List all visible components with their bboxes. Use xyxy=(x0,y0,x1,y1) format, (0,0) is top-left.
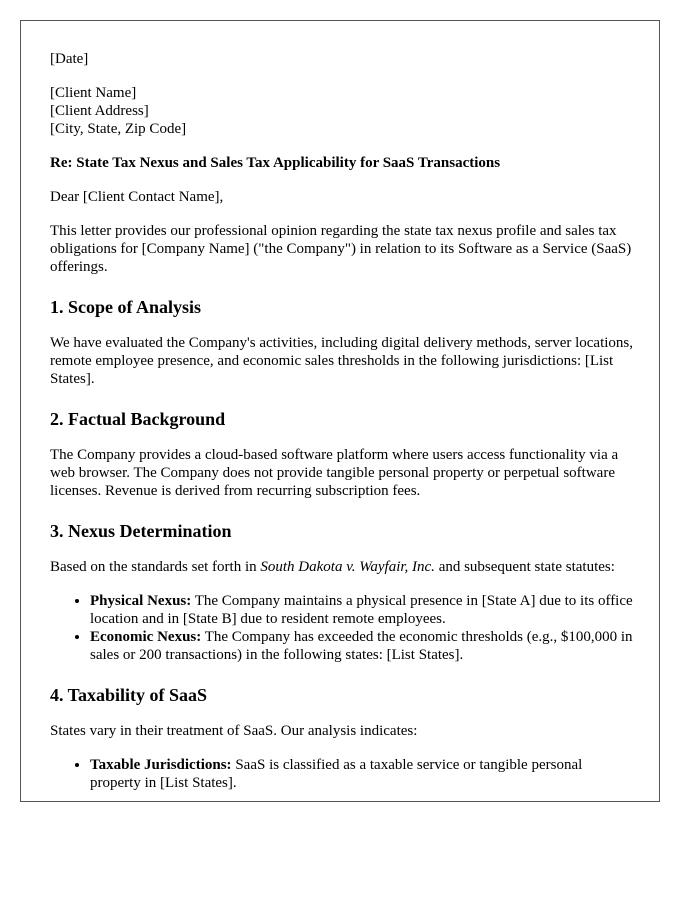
client-city-state-zip: [City, State, Zip Code] xyxy=(50,121,187,137)
section-heading-nexus: 3. Nexus Determination xyxy=(50,521,232,541)
nexus-list xyxy=(50,592,635,664)
client-name: [Client Name] xyxy=(50,85,137,101)
list-item-text: SaaS is classified as a taxable service or tangible personal property in [List States]. xyxy=(90,757,583,791)
letter-page xyxy=(20,20,660,802)
section-heading-background: 2. Factual Background xyxy=(50,409,226,429)
letter-content xyxy=(50,50,635,802)
list-item-label: Physical Nexus: xyxy=(90,593,192,609)
letter-intro: This letter provides our professional opinion regarding the state tax nexus profile and sales tax obligations for [Company Name] ("the Company") in relation to its Software as a Service (SaaS) offerings. xyxy=(50,223,632,275)
nexus-intro-after: and subsequent state statutes: xyxy=(434,559,615,575)
section-heading-taxability: 4. Taxability of SaaS xyxy=(50,685,208,705)
list-item-physical-nexus xyxy=(90,592,635,628)
list-item-economic-nexus xyxy=(90,628,635,664)
case-citation: South Dakota v. Wayfair, Inc. xyxy=(260,559,435,575)
section-heading-scope: 1. Scope of Analysis xyxy=(50,297,202,317)
client-address: [Client Address] xyxy=(50,103,149,119)
section-intro-taxability: States vary in their treatment of SaaS. Our analysis indicates: xyxy=(50,723,418,739)
nexus-intro-before: Based on the standards set forth in xyxy=(50,559,261,575)
letter-date: [Date] xyxy=(50,51,89,67)
section-intro-nexus xyxy=(50,558,635,576)
section-text-background: The Company provides a cloud-based software platform where users access functionality via a web browser. The Company does not provide tangible personal property or perpetual software licenses. Revenue is derived from recurring subscription fees. xyxy=(50,447,619,499)
list-item-text: The Company has exceeded the economic thresholds (e.g., $100,000 in sales or 200 transactions) in the following states: [List States]. xyxy=(90,629,633,663)
client-address-block xyxy=(50,84,635,138)
list-item-taxable-jurisdictions xyxy=(90,756,635,792)
letter-salutation: Dear [Client Contact Name], xyxy=(50,189,224,205)
list-item-text: The Company maintains a physical presence in [State A] due to its office location and in [State B] due to resident remote employees. xyxy=(90,593,633,627)
section-text-scope: We have evaluated the Company's activities, including digital delivery methods, server locations, remote employee presence, and economic sales thresholds in the following jurisdictions: [List States]. xyxy=(50,335,634,387)
letter-subject: Re: State Tax Nexus and Sales Tax Applicability for SaaS Transactions xyxy=(50,155,501,171)
taxability-list xyxy=(50,756,635,792)
list-item-label: Taxable Jurisdictions: xyxy=(90,757,232,773)
list-item-label: Economic Nexus: xyxy=(90,629,202,645)
